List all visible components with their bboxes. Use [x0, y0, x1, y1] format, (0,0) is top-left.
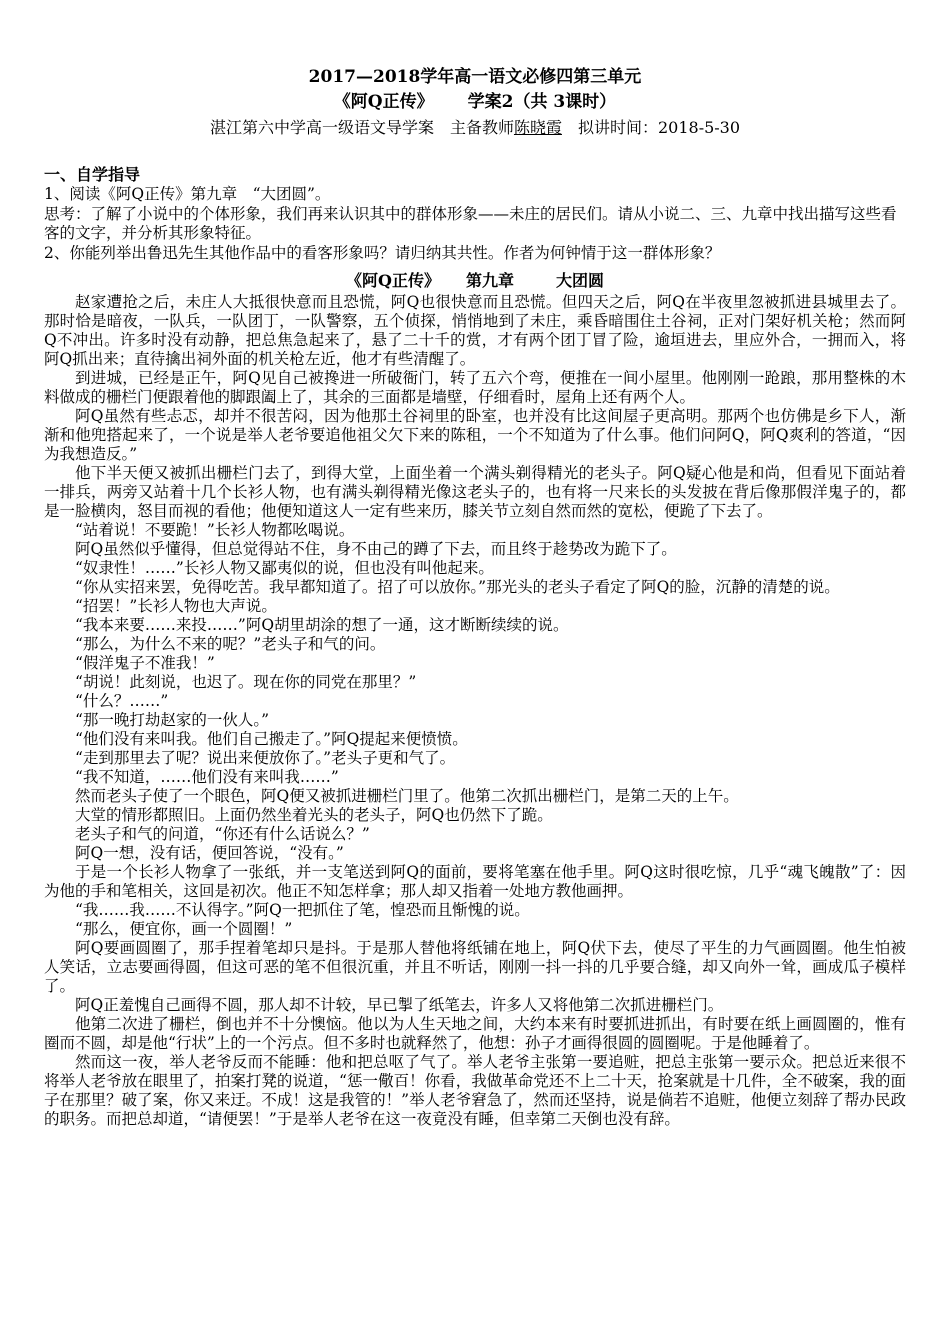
- body-paragraph: “招罢！”长衫人物也大声说。: [75, 597, 277, 615]
- body-paragraph: 到进城，已经是正午，阿Q见自己被搀进一所破衙门，转了五六个弯，便推在一间小屋里。他刚刚一跄踉，那用整株的木料做成的栅栏门便跟着他的脚跟阖上了，其余的三面都是墙壁，仔细看时，屋角上还有两个人。: [44, 369, 906, 406]
- chapter-title: [44, 271, 906, 291]
- body-paragraph: 大堂的情形都照旧。上面仍然坐着光头的老头子，阿Q也仍然下了跪。: [75, 806, 553, 824]
- body-paragraph: “那么，便宜你，画一个圆圈！”: [75, 920, 293, 938]
- body-paragraph: 老头子和气的问道，“你还有什么话说么？”: [75, 825, 370, 843]
- body-paragraph: 然而老头子使了一个眼色，阿Q便又被抓进栅栏门里了。他第二次抓出栅栏门，是第二天的上午。: [75, 787, 739, 805]
- lesson-plan-label: 学案2（共 3课时）: [467, 92, 617, 112]
- chapter-body: [44, 293, 906, 1129]
- body-paragraph: “胡说！此刻说，也迟了。现在你的同党在那里？”: [75, 673, 417, 691]
- meta-prefix: 湛江第六中学高一级语文导学案 主备教师: [209, 118, 514, 137]
- self-study-item: 1、阅读《阿Q正传》第九章 “大团圆”。: [44, 185, 331, 203]
- self-study-item: 2、你能列举出鲁迅先生其他作品中的看客形象吗？请归纳其共性。作者为何钟情于这一群体形象？: [44, 243, 721, 262]
- meta-teacher-name: 陈晓霞: [513, 118, 562, 137]
- body-paragraph: 然而这一夜，举人老爷反而不能睡：他和把总呕了气了。举人老爷主张第一要追赃，把总主张第一要示众。把总近来很不将举人老爷放在眼里了，拍案打凳的说道，“惩一儆百！你看，我做革命党还不上二十天，抢案就是十几件，全不破案，我的面子在那里？破了案，你又来迂。不成！这是我管的！”举人老爷窘急了，然而还坚持，说是倘若不追赃，他便立刻辞了帮办民政的职务。而把总却道，“请便罢！”于是举人老爷在这一夜竟没有睡，但幸第二天倒也没有辞。: [44, 1053, 906, 1128]
- body-paragraph: 于是一个长衫人物拿了一张纸，并一支笔送到阿Q的面前，要将笔塞在他手里。阿Q这时很吃惊，几乎“魂飞魄散”了：因为他的手和笔相关，这回是初次。他正不知怎样拿；那人却又指着一处地方教他画押。: [44, 863, 906, 900]
- body-paragraph: “他们没有来叫我。他们自己搬走了。”阿Q提起来便愤愤。: [75, 730, 468, 748]
- body-paragraph: “那么，为什么不来的呢？”老头子和气的问。: [75, 635, 386, 653]
- body-paragraph: 他第二次进了栅栏，倒也并不十分懊恼。他以为人生天地之间，大约本来有时要抓进抓出，有时要在纸上画圆圈的，惟有圈而不圆，却是他“行状”上的一个污点。但不多时也就释然了，他想：孙子才画得很圆的圆圈呢。于是他睡着了。: [44, 1015, 906, 1052]
- document-title-line2: [44, 91, 906, 113]
- body-paragraph: “我……我……不认得字。”阿Q一把抓住了笔，惶恐而且惭愧的说。: [75, 901, 530, 919]
- body-paragraph: “我本来要……来投……”阿Q胡里胡涂的想了一通，这才断断续续的说。: [75, 616, 569, 634]
- document-title-line1: 2017—2018学年高一语文必修四第三单元: [308, 67, 642, 87]
- chapter-name: 大团圆: [555, 271, 604, 290]
- body-paragraph: “假洋鬼子不准我！”: [75, 654, 215, 672]
- body-paragraph: “站着说！不要跪！”长衫人物都吆喝说。: [75, 521, 355, 539]
- body-paragraph: 阿Q虽然有些忐忑，却并不很苦闷，因为他那土谷祠里的卧室，也并没有比这间屋子更高明。那两个也仿佛是乡下人，渐渐和他兜搭起来了，一个说是举人老爷要追他祖父欠下来的陈租，一个不知道为了什么事。他们问阿Q，阿Q爽利的答道，“因为我想造反。”: [44, 407, 906, 463]
- self-study-item: 思考：了解了小说中的个体形象，我们再来认识其中的群体形象——未庄的居民们。请从小说二、三、九章中找出描写这些看客的文字，并分析其形象特征。: [44, 204, 897, 242]
- body-paragraph: “走到那里去了呢？说出来便放你了。”老头子更和气了。: [75, 749, 456, 767]
- chapter-number: 第九章: [465, 271, 514, 290]
- book-title: 《阿Q正传》: [333, 92, 434, 112]
- body-paragraph: 赵家遭抢之后，未庄人大抵很快意而且恐慌，阿Q也很快意而且恐慌。但四天之后，阿Q在半夜里忽被抓进县城里去了。那时恰是暗夜，一队兵，一队团丁，一队警察，五个侦探，悄悄地到了未庄，乘昏暗围住土谷祠，正对门架好机关枪；然而阿Q不冲出。许多时没有动静，把总焦急起来了，悬了二十千的赏，才有两个团丁冒了险，逾垣进去，里应外合，一拥而入，将阿Q抓出来；直待擒出祠外面的机关枪左近，他才有些清醒了。: [44, 293, 906, 368]
- body-paragraph: 他下半天便又被抓出栅栏门去了，到得大堂，上面坐着一个满头剃得精光的老头子。阿Q疑心他是和尚，但看见下面站着一排兵，两旁又站着十几个长衫人物，也有满头剃得精光像这老头子的，也有将一尺来长的头发披在背后像那假洋鬼子的，都是一脸横肉，怒目而视的看他；他便知道这人一定有些来历，膝关节立刻自然而然的宽松，便跪了下去了。: [44, 464, 906, 520]
- meta-date: 拟讲时间：2018-5-30: [561, 118, 741, 137]
- body-paragraph: “那一晚打劫赵家的一伙人。”: [75, 711, 270, 729]
- body-paragraph: “什么？……”: [75, 692, 169, 710]
- body-paragraph: 阿Q正羞愧自己画得不圆，那人却不计较，早已掣了纸笔去，许多人又将他第二次抓进栅栏门。: [75, 996, 724, 1014]
- section-heading-self-study: 一、自学指导: [44, 165, 141, 184]
- body-paragraph: 阿Q要画圆圈了，那手捏着笔却只是抖。于是那人替他将纸铺在地上，阿Q伏下去，使尽了平生的力气画圆圈。他生怕被人笑话，立志要画得圆，但这可恶的笔不但很沉重，并且不听话，刚刚一抖一抖的几乎要合缝，却又向外一耸，画成瓜子模样了。: [44, 939, 906, 995]
- body-paragraph: 阿Q虽然似乎懂得，但总觉得站不住，身不由己的蹲了下去，而且终于趁势改为跪下了。: [75, 540, 677, 558]
- document-meta-line: [44, 117, 906, 139]
- chapter-book-title: 《阿Q正传》: [346, 271, 440, 290]
- self-study-items: [44, 185, 906, 263]
- body-paragraph: “我不知道，……他们没有来叫我……”: [75, 768, 339, 786]
- body-paragraph: 阿Q一想，没有话，便回答说，“没有。”: [75, 844, 344, 862]
- body-paragraph: “你从实招来罢，免得吃苦。我早都知道了。招了可以放你。”那光头的老头子看定了阿Q的脸，沉静的清楚的说。: [75, 578, 840, 596]
- body-paragraph: “奴隶性！……”长衫人物又鄙夷似的说，但也没有叫他起来。: [75, 559, 494, 577]
- document-page: [44, 66, 906, 1129]
